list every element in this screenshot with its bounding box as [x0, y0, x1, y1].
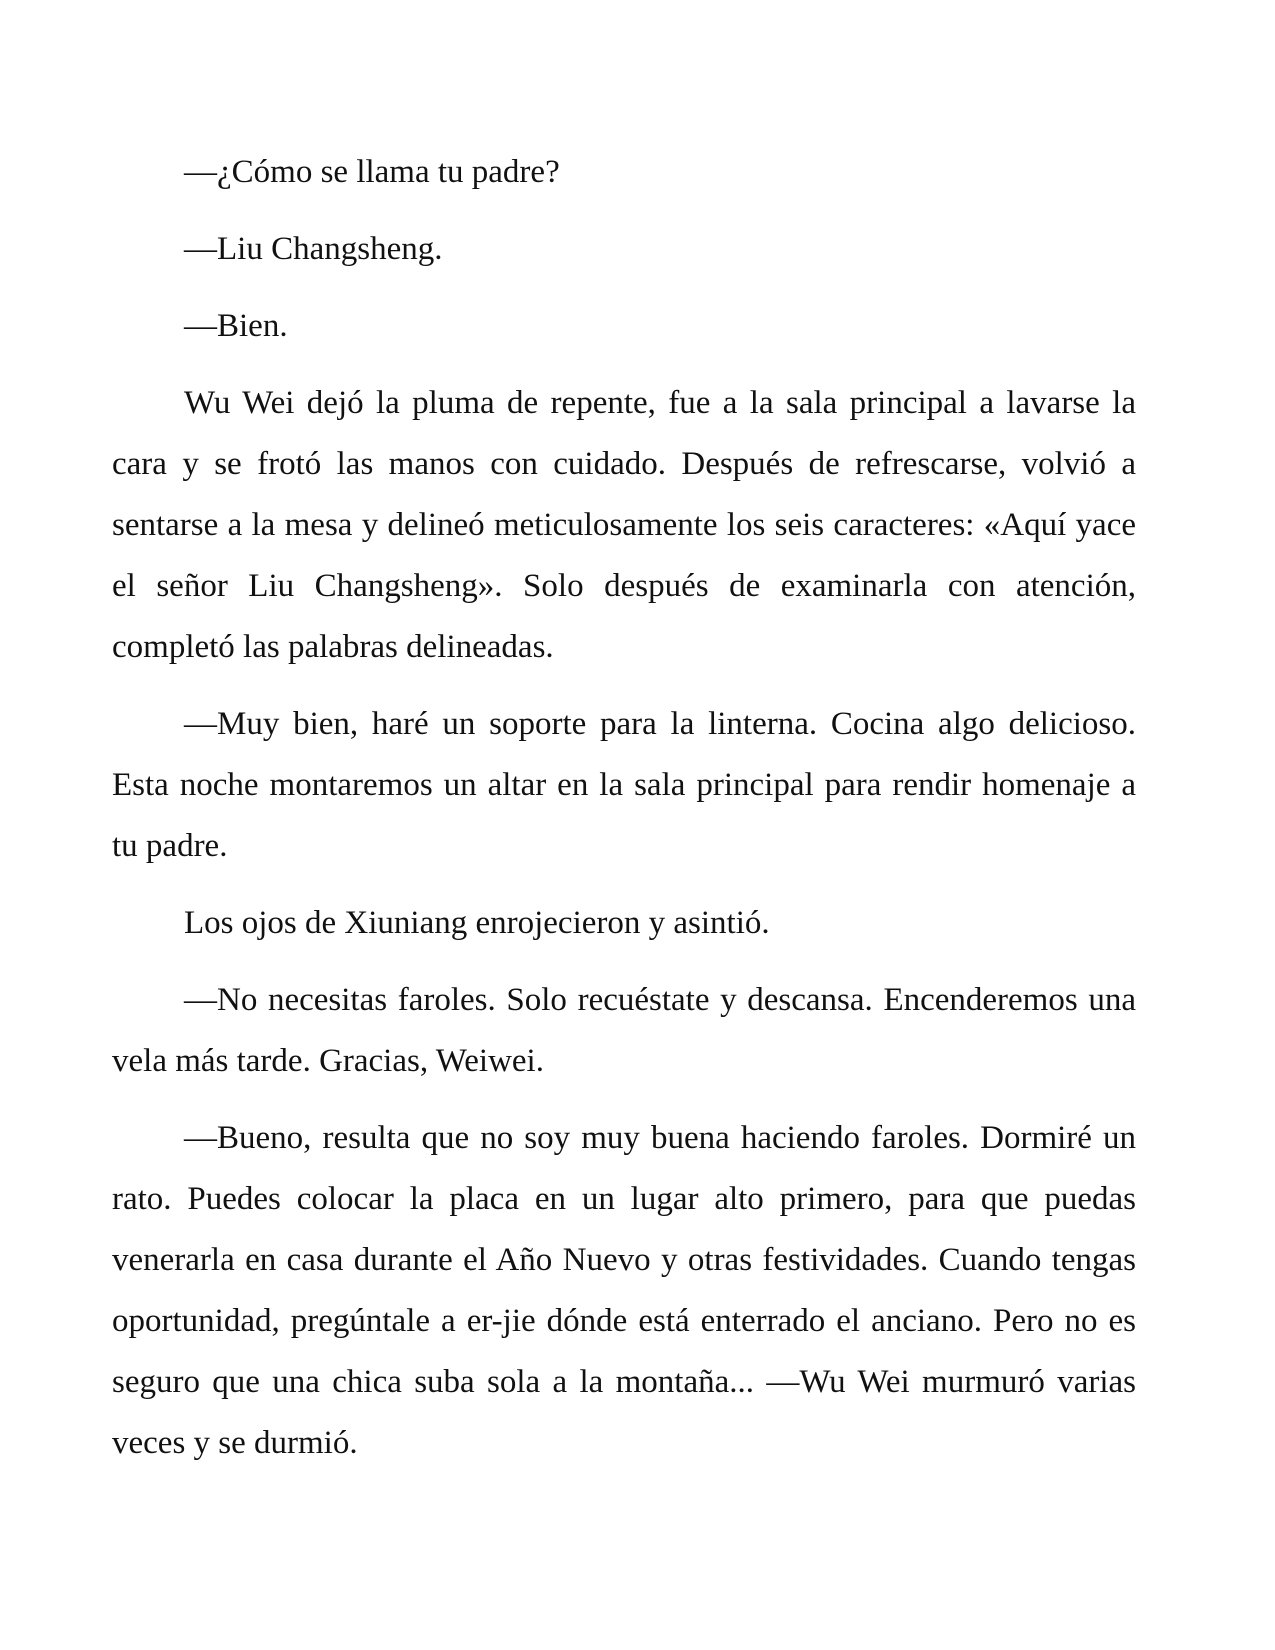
paragraph: —Bueno, resulta que no soy muy buena haciendo faroles. Dormiré un rato. Puedes colocar la placa en un lugar alto primero, para que puedas venerarla en casa durante el Año Nuevo y otras festividades. Cuando tengas oportunidad, pregúntale a er-jie dónde está enterrado el anciano. Pero no es seguro que una chica suba sola a la montaña... —Wu Wei murmuró varias veces y se durmió.	[112, 1120, 1136, 1461]
paragraph: —No necesitas faroles. Solo recuéstate y descansa. Encenderemos una vela más tarde. Gracias, Weiwei.	[112, 982, 1136, 1079]
paragraph: Wu Wei dejó la pluma de repente, fue a la sala principal a lavarse la cara y se frotó las manos con cuidado. Después de refrescarse, volvió a sentarse a la mesa y delineó meticulosamente los seis caracteres: «Aquí yace el señor Liu Changsheng». Solo después de examinarla con atención, completó las palabras delineadas.	[112, 385, 1136, 665]
paragraph: Los ojos de Xiuniang enrojecieron y asintió.	[184, 905, 770, 941]
document-page	[112, 142, 1136, 1474]
paragraph: —Bien.	[184, 308, 288, 344]
paragraph: —Muy bien, haré un soporte para la linterna. Cocina algo delicioso. Esta noche montaremos un altar en la sala principal para rendir homenaje a tu padre.	[112, 706, 1136, 864]
paragraph: —¿Cómo se llama tu padre?	[184, 154, 560, 190]
paragraph: —Liu Changsheng.	[184, 231, 443, 267]
